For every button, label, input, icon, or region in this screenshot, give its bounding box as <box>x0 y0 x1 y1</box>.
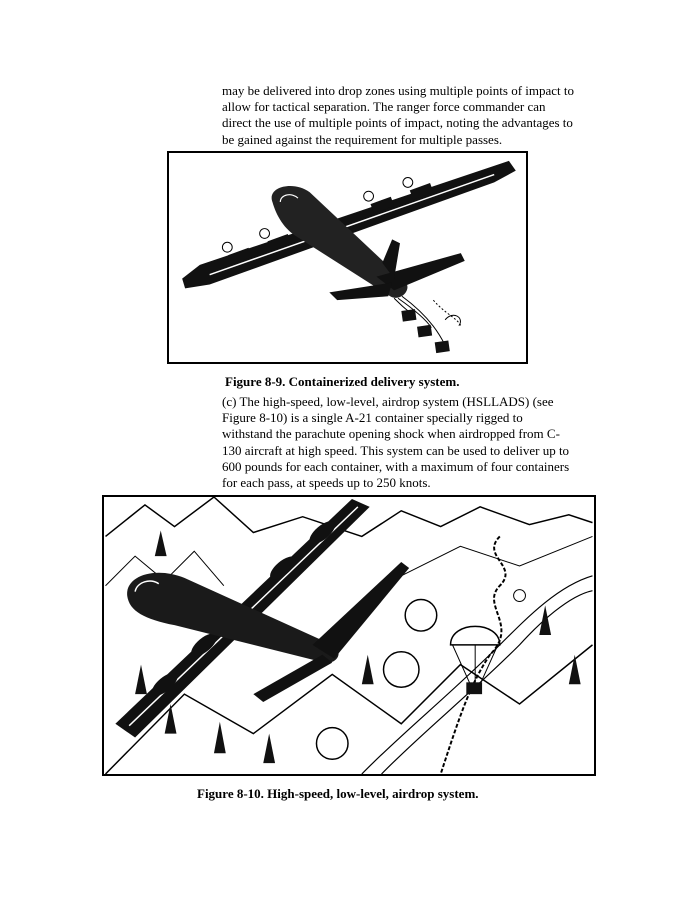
text-line: for each pass, at speeds up to 250 knots. <box>222 475 431 491</box>
paragraph-middle <box>222 394 569 491</box>
text-line: 600 pounds for each container, with a maximum of four containers <box>222 458 570 474</box>
text-line: may be delivered into drop zones using multiple points of impact to <box>222 83 575 98</box>
figure-caption: Figure 8-10. High-speed, low-level, airdrop system. <box>197 786 479 801</box>
text-line: allow for tactical separation. The ranger force commander can <box>222 99 546 115</box>
text-line: Figure 8-10) is a single A-21 container specially rigged to <box>222 410 523 426</box>
text-line: withstand the parachute opening shock when airdropped from C- <box>222 426 560 442</box>
figure-containerized-delivery <box>167 151 528 364</box>
figure-caption: Figure 8-9. Containerized delivery system. <box>225 374 460 389</box>
text-line: direct the use of multiple points of impact, noting the advantages to <box>222 115 573 131</box>
text-line: (c) The high-speed, low-level, airdrop system (HSLLADS) (see <box>222 394 554 409</box>
text-line: be gained against the requirement for multiple passes. <box>222 131 503 147</box>
text-line: 130 aircraft at high speed. This system can be used to deliver up to <box>222 442 570 458</box>
aircraft-container-drop-illustration <box>169 153 526 362</box>
figure-high-speed-airdrop <box>102 495 596 776</box>
low-level-airdrop-mountain-illustration <box>104 497 594 774</box>
paragraph-top <box>222 83 574 148</box>
